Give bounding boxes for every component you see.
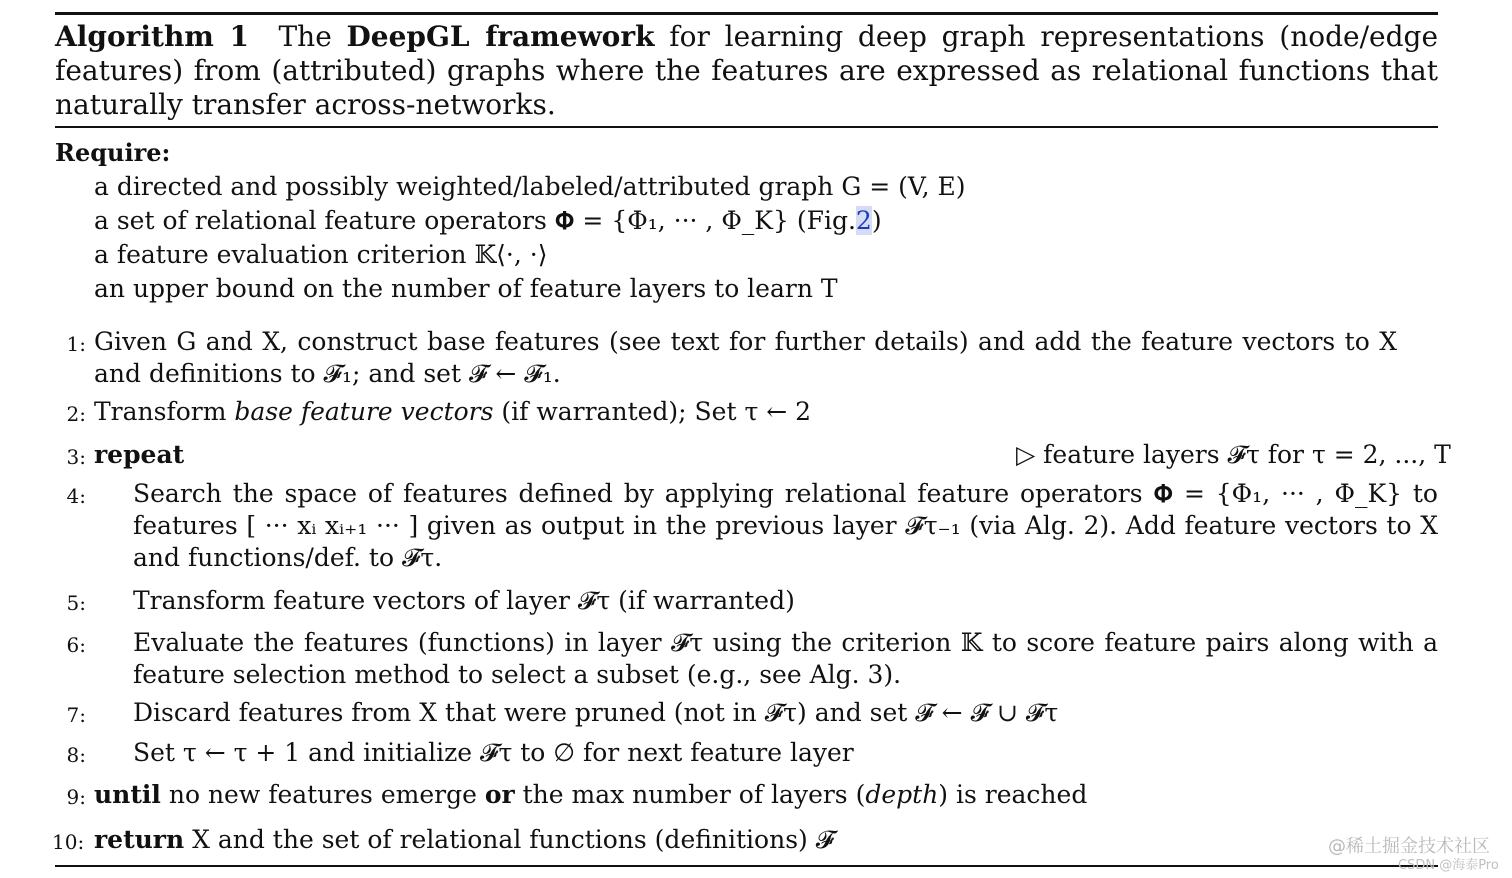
step-2-emph: base feature vectors [234, 397, 494, 426]
step-number: 5: [66, 591, 86, 615]
or-keyword: or [484, 780, 515, 809]
fig-ref-post: ) [871, 206, 882, 235]
step-number: 9: [66, 785, 86, 809]
step-number: 2: [66, 402, 86, 426]
step-number: 7: [66, 703, 86, 727]
bottom-rule [55, 865, 1438, 867]
caption-rule [55, 126, 1438, 128]
repeat-keyword: repeat [94, 440, 185, 469]
require-item-bound: an upper bound on the number of feature layers to learn T [94, 274, 838, 303]
algorithm-label: Algorithm 1 [55, 20, 249, 53]
algorithm-caption [55, 20, 1438, 122]
require-item-graph: a directed and possibly weighted/labeled/attributed graph G = (V, E) [94, 172, 966, 201]
step-2-pre: Transform [94, 397, 227, 426]
return-keyword: return [94, 825, 185, 854]
require-item-operators [94, 206, 882, 236]
fig-ref-pre: (Fig. [796, 206, 856, 235]
step-3-comment: ▷ feature layers 𝓕τ for τ = 2, ..., T [1016, 440, 1451, 469]
step-2-text [94, 396, 1397, 428]
step-6-text: Evaluate the features (functions) in layer 𝓕τ using the criterion 𝕂 to score feature pairs along with a feature selection method to select a subset (e.g., see Alg. 3). [133, 628, 1438, 689]
step-5-text: Transform feature vectors of layer 𝓕τ (if warranted) [133, 586, 795, 615]
step-number: 1: [66, 332, 86, 356]
step-2-post: (if warranted); Set τ ← 2 [501, 397, 812, 426]
require-item-criterion: a feature evaluation criterion 𝕂⟨·, ·⟩ [94, 240, 548, 269]
step-1-text: Given G and X, construct base features (see text for further details) and add the feature vectors to X and definitions to 𝓕₁; and set 𝓕 ← 𝓕₁. [94, 327, 1397, 388]
watermark-juejin: @稀土掘金技术社区 [1328, 836, 1490, 857]
step-3-keyword [94, 439, 184, 471]
step-number: 10: [52, 830, 85, 854]
watermark-csdn: CSDN @海泰Pro [1398, 858, 1499, 873]
step-number: 3: [66, 445, 86, 469]
step-4-text: Search the space of features defined by applying relational feature operators 𝚽 = {Φ₁, ··· , Φ_K} to features [ ··· xᵢ xᵢ₊₁ ··· ] given as output in the previous layer 𝓕τ₋₁ (via Alg. 2). Add feature vectors to X and functions/def. to 𝓕τ. [133, 479, 1438, 572]
until-keyword: until [94, 780, 161, 809]
step-10-body: X and the set of relational functions (definitions) 𝓕 [192, 825, 835, 854]
require-label: Require: [55, 138, 171, 167]
step-number: 4: [66, 484, 86, 508]
caption-text: for learning deep graph representations (node/edge features) from (attributed) graphs where the features are expressed as relational functions that naturally transfer across-networks. [55, 20, 1439, 121]
step-9-text: until no new features emerge or the max number of layers (depth) is reached [94, 780, 1088, 809]
step-9-part1: no new features emerge [168, 780, 477, 809]
step-9-part2: the max number of layers [522, 780, 848, 809]
depth-emph: depth [865, 780, 939, 809]
step-number: 8: [66, 743, 86, 767]
step-number: 6: [66, 633, 86, 657]
step-7-text: Discard features from X that were pruned (not in 𝓕τ) and set 𝓕 ← 𝓕 ∪ 𝓕τ [133, 698, 1059, 727]
top-rule [55, 12, 1438, 15]
fig-ref-link[interactable]: 2 [855, 206, 872, 235]
require-operators-math: 𝚽 = {Φ₁, ··· , Φ_K} [554, 206, 789, 235]
caption-pre: The [278, 20, 332, 53]
step-10-text [94, 824, 1294, 856]
step-8-text: Set τ ← τ + 1 and initialize 𝓕τ to ∅ for next feature layer [133, 738, 854, 767]
step-9-part3: is reached [956, 780, 1088, 809]
framework-name: DeepGL framework [346, 20, 655, 53]
require-operators-text: a set of relational feature operators [94, 206, 547, 235]
